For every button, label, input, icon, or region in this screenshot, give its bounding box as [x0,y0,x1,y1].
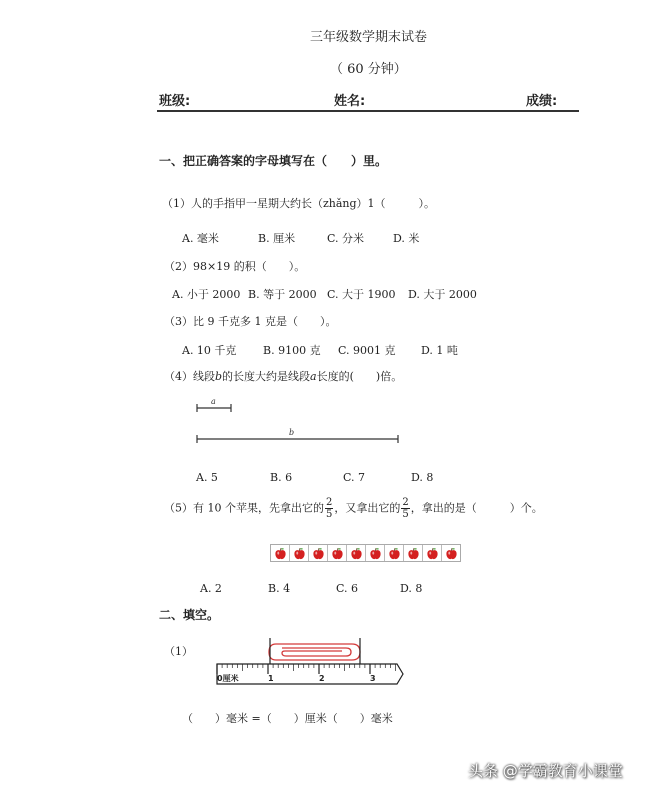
exam-title: 三年级数学期末试卷 [310,30,428,45]
segment-a [197,397,231,412]
q3-text: （3）比 9 千克多 1 克是（ ）。 [164,315,337,328]
q4-option-c: C. 7 [343,471,366,484]
paperclip-icon [269,644,360,660]
q2-option-c: C. 大于 1900 [327,288,396,301]
segment-b-label: b [289,428,295,437]
q4-option-d: D. 8 [411,471,434,484]
name-label: 姓名: [334,94,366,109]
apple-icon [290,545,309,561]
q5-text [164,497,543,520]
section1-heading: 一、把正确答案的字母填写在（ ）里。 [159,154,388,168]
q5-fraction-1-num: 2 [326,497,333,508]
section2-heading: 二、填空。 [159,608,220,622]
apple-icon [366,545,385,561]
s2-q1-label: （1） [164,645,193,658]
q1-option-c: C. 分米 [327,232,365,245]
apple-icon [442,545,460,561]
apple-icon [309,545,328,561]
watermark: 头条 @学霸教育小课堂 [468,762,623,780]
q4-var-a: a [310,370,317,383]
ruler-tick-label-2: 2 [319,674,325,683]
q2-option-b: B. 等于 2000 [248,288,317,301]
q4-text-pre: （4）线段 [164,370,215,383]
class-label: 班级: [159,94,191,109]
q5-text-mid: ，又拿出它的 [334,501,401,515]
header-divider [157,110,579,112]
q3-option-c: C. 9001 克 [338,344,396,357]
q1-text: （1）人的手指甲一星期大约长（zhǎng）1（ ）。 [162,197,436,210]
q4-var-b: b [215,370,223,383]
q4-text-post: 长度的( )倍。 [316,370,403,383]
q1-option-a: A. 毫米 [182,232,219,245]
q2-text: （2）98×19 的积（ ）。 [164,260,306,273]
score-label: 成绩: [526,94,558,109]
q5-option-d: D. 8 [400,582,423,595]
q2-option-d: D. 大于 2000 [408,288,477,301]
s2-q1-answer-line: （ ）毫米 =（ ）厘米（ ）毫米 [182,712,393,725]
apple-icon [328,545,347,561]
q5-fraction-2 [401,497,409,520]
q3-option-a: A. 10 千克 [182,344,237,357]
exam-duration: （ 60 分钟） [330,62,407,77]
apple-icon [347,545,366,561]
q5-text-post: ，拿出的是（ ）个。 [410,501,543,515]
q2-option-a: A. 小于 2000 [172,288,241,301]
ruler-figure [214,636,409,686]
q5-fraction-2-den: 5 [402,509,409,520]
q4-option-a: A. 5 [196,471,218,484]
q1-option-b: B. 厘米 [258,232,296,245]
segments-figure [190,392,405,447]
apple-row [270,544,461,562]
q5-option-b: B. 4 [268,582,291,595]
ruler-tick-label-1: 1 [268,674,274,683]
apple-icon [385,545,404,561]
q5-text-pre: （5）有 10 个苹果，先拿出它的 [164,501,324,515]
q4-text-mid: 的长度大约是线段 [222,370,311,383]
segment-a-label: a [211,397,216,406]
q5-option-c: C. 6 [336,582,359,595]
apple-icon [404,545,423,561]
ruler-tick-label-3: 3 [370,674,376,683]
segment-b [197,428,398,443]
q4-option-b: B. 6 [270,471,293,484]
q5-option-a: A. 2 [200,582,222,595]
q4-text [164,368,402,384]
q5-fraction-1-den: 5 [326,509,333,520]
q3-option-b: B. 9100 克 [263,344,321,357]
ruler-unit-label: 0厘米 [217,674,239,683]
q1-option-d: D. 米 [393,232,420,245]
q5-fraction-1 [325,497,333,520]
q3-option-d: D. 1 吨 [421,344,458,357]
q5-fraction-2-num: 2 [402,497,409,508]
apple-icon [423,545,442,561]
apple-icon [271,545,290,561]
